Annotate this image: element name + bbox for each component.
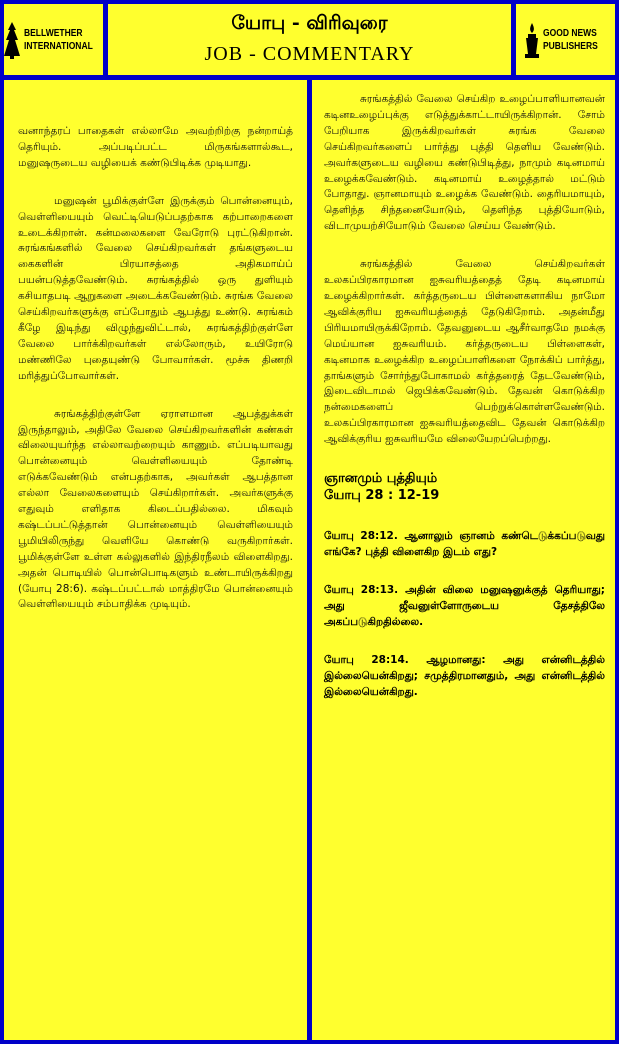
good-news-logo-text (543, 27, 598, 53)
bellwether-line2: INTERNATIONAL (24, 40, 93, 52)
good-news-lamp-icon (523, 20, 541, 60)
title-english: JOB - COMMENTARY (204, 43, 415, 65)
good-news-line2: PUBLISHERS (543, 40, 599, 52)
left-paragraph-1: வனாந்தரப் பாதைகள் எல்லாமே அவற்றிற்கு நன்றாய்த் தெரியும். அப்படிப்பட்ட மிருகங்களால்கூட, மனுஷருடைய வழியைக் கண்டுபிடிக்க முடியாது. (18, 125, 293, 169)
verse-28-12: யோபு 28:12. ஆனாலும் ஞானம் கண்டெடுக்கப்படுவது எங்கே? புத்தி விளைகிற இடம் எது? (324, 530, 605, 559)
section-heading-title: ஞானமும் புத்தியும் (324, 471, 438, 487)
bellwether-logo (4, 4, 103, 75)
right-paragraph-1: சுரங்கத்தில் வேலை செய்கிற உழைப்பாளியானவன் கடினஉழைப்புக்கு எடுத்துக்காட்டாயிருக்கிறான். சோம் பேறியாக இருக்கிறவர்கள் சுரங்க வேலை செய்கிறவர்களைப் பார்த்து புத்தி தெளிய வேண்டும். அவர்களுடைய வழியை கண்டுபிடித்து, நாமும் கடினமாய் உழைக்கவேண்டும். கடினமாய் உழைத்தால் மட்டும் போதாது. ஞானமாயும் உழைக்க வேண்டும். தைரியமாயும், தெளிந்த சிந்தனையோடும், தெளிந்த புத்தியோடும், விடாமுயற்சியோடும் வேலை செய்ய வேண்டும். (324, 93, 605, 233)
bellwether-sheep-icon (2, 20, 22, 60)
left-paragraph-2: மனுஷன் பூமிக்குள்ளே இருக்கும் பொன்னையும், வெள்ளியையும் வெட்டியெடுப்பதற்காக கற்பாறைகளை உடைக்கிறான். கன்மலைகளை வேரோடு புரட்டுகிறான். சுரங்கங்களில் வேலை செய்கிறவர்கள் தங்களுடைய கைகளின் பிரயாசத்தை அதிகமாய்ப் பயன்படுத்தவேண்டும். சுரங்கத்தில் ஒரு துளியும் கசியாதபடி ஆறுகளை அடைக்கவேண்டும். சுரங்க வேலை செய்கிறவர்களுக்கு எப்போதும் ஆபத்து உண்டு. சுரங்கம் கீழே இடிந்து விழுந்துவிட்டால், சுரங்கத்திற்குள்ளே வேலை பார்க்கிறவர்கள் எல்லோரும், உயிரோடு மண்ணிலே புதையுண்டு போவார்கள். மூச்சு திணறி மரித்துப்போவார்கள். (18, 194, 293, 382)
title-tamil: யோபு - விரிவுரை (231, 12, 388, 34)
verse-28-13: யோபு 28:13. அதின் விலை மனுஷனுக்குத் தெரியாது; அது ஜீவனுள்ளோருடைய தேசத்திலே அகப்படுகிறதில்லை. (324, 584, 605, 629)
bellwether-logo-text (24, 27, 93, 53)
header-title (108, 4, 511, 75)
section-heading (324, 470, 605, 504)
right-paragraph-2: சுரங்கத்தில் வேலை செய்கிறவர்கள் உலகப்பிரகாரமான ஐசுவரியத்தைத் தேடி கடினமாய் உழைக்கிறார்கள். கர்த்தருடைய பிள்ளைகளாகிய நாமோ ஆவிக்குரிய ஐசுவரியத்தைத் தேடுகிறோம். அதன்மீது பிரியமாயிருக்கிறோம். தேவனுடைய ஆசீர்வாதமே நமக்கு மெய்யான ஐசுவரியம். கர்த்தருடைய பிள்ளைகள், கடினமாக உழைக்கிற உழைப்பாளிகளை நோக்கிப் பார்த்து, தாங்களும் சோர்ந்துபோகாமல் கர்த்தரைத் தேடவேண்டும், இடைவிடாமல் ஜெபிக்கவேண்டும். தேவன் கொடுக்கிற நன்மைகளைப் பெற்றுக்கொள்ளவேண்டும். உலகப்பிரகாரமான ஐசுவரியத்தைவிட தேவன் கொடுக்கிற ஆவிக்குரிய ஐசுவரியமே விலையேறப்பெற்றது. (324, 258, 605, 446)
left-column (4, 80, 307, 1040)
good-news-logo (516, 4, 615, 75)
verse-28-14: யோபு 28:14. ஆழமானது: அது என்னிடத்தில் இல்லையென்கிறது; சமுத்திரமானதும், அது என்னிடத்தில் இல்லையென்கிறது. (324, 654, 605, 699)
bellwether-line1: BELLWETHER (24, 27, 83, 39)
left-paragraph-3: சுரங்கத்திற்குள்ளே ஏராளமான ஆபத்துக்கள் இருந்தாலும், அதிலே வேலை செய்கிறவர்களின் கண்கள் விலையுயர்ந்த எல்லாவற்றையும் காணும். எப்படியாவது பொன்னையும் வெள்ளியையும் தோண்டி எடுக்கவேண்டும் என்பதற்காக, அவர்கள் ஆபத்தான எல்லா வேலைகளையும் செய்கிறார்கள். அவர்களுக்கு எதுவும் எளிதாக கிடைப்பதில்லை. மிகவும் கஷ்டப்பட்டுத்தான் பொன்னையும் வெள்ளியையும் பூமியிலிருந்து வெளியே கொண்டு வருகிறார்கள். பூமிக்குள்ளே உள்ள கல்லுகளில் இந்திரநீலம் விளைகிறது. அதன் பொடியில் பொன்பொடிகளும் உண்டாயிருக்கிறது (யோபு 28:6). கஷ்டப்பட்டால் மாத்திரமே பொன்னையும் வெள்ளியையும் சம்பாதிக்க முடியும். (18, 407, 293, 611)
good-news-line1: GOOD NEWS (543, 27, 598, 39)
section-heading-reference: யோபு 28 : 12-19 (324, 488, 440, 504)
right-column (312, 80, 615, 1040)
